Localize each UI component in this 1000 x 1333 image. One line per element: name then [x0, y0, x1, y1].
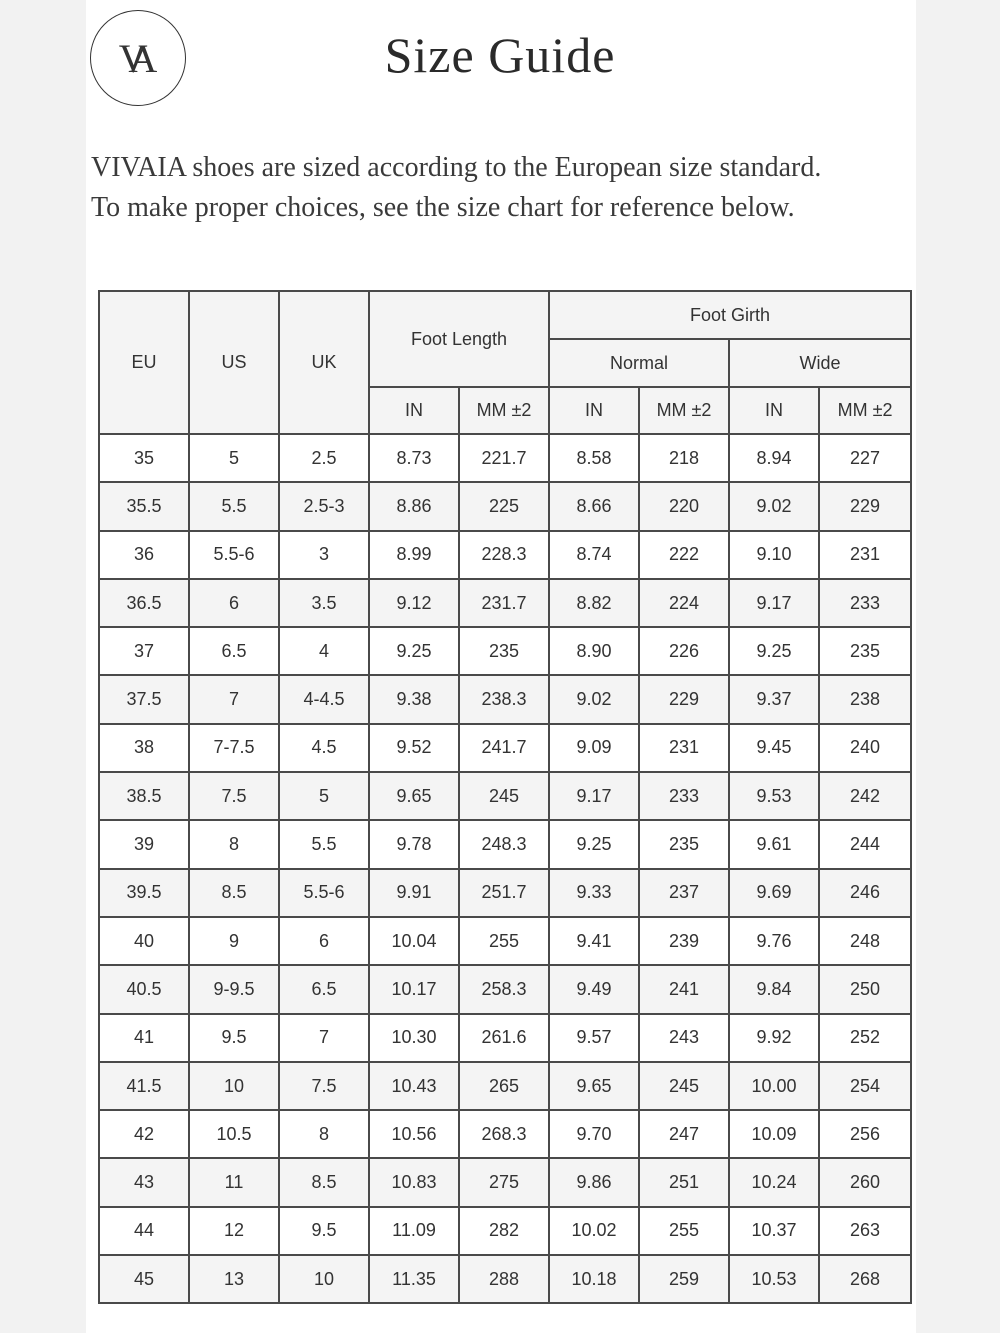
cell-wide-in: 9.61 — [729, 820, 819, 868]
cell-length-mm: 261.6 — [459, 1014, 549, 1062]
cell-normal-mm: 241 — [639, 965, 729, 1013]
cell-uk: 6 — [279, 917, 369, 965]
table-row — [99, 1255, 911, 1303]
cell-length-in: 11.35 — [369, 1255, 459, 1303]
table-row — [99, 869, 911, 917]
cell-eu: 43 — [99, 1158, 189, 1206]
cell-length-mm: 235 — [459, 627, 549, 675]
cell-wide-mm: 235 — [819, 627, 911, 675]
cell-length-in: 9.91 — [369, 869, 459, 917]
header-wide-mm: MM ±2 — [819, 387, 911, 434]
cell-normal-in: 8.90 — [549, 627, 639, 675]
cell-eu: 36.5 — [99, 579, 189, 627]
cell-wide-mm: 254 — [819, 1062, 911, 1110]
cell-eu: 40.5 — [99, 965, 189, 1013]
cell-normal-mm: 231 — [639, 724, 729, 772]
cell-eu: 35 — [99, 434, 189, 482]
cell-eu: 38 — [99, 724, 189, 772]
cell-us: 5.5-6 — [189, 531, 279, 579]
table-row — [99, 1158, 911, 1206]
cell-normal-mm: 235 — [639, 820, 729, 868]
cell-wide-in: 10.37 — [729, 1207, 819, 1255]
cell-eu: 44 — [99, 1207, 189, 1255]
cell-normal-mm: 220 — [639, 482, 729, 530]
cell-wide-in: 9.17 — [729, 579, 819, 627]
cell-normal-in: 8.58 — [549, 434, 639, 482]
table-row — [99, 1014, 911, 1062]
cell-eu: 36 — [99, 531, 189, 579]
cell-normal-in: 9.41 — [549, 917, 639, 965]
cell-normal-in: 9.33 — [549, 869, 639, 917]
cell-length-mm: 225 — [459, 482, 549, 530]
cell-normal-mm: 229 — [639, 675, 729, 723]
cell-us: 7-7.5 — [189, 724, 279, 772]
cell-eu: 41.5 — [99, 1062, 189, 1110]
cell-normal-mm: 247 — [639, 1110, 729, 1158]
cell-length-mm: 275 — [459, 1158, 549, 1206]
table-row — [99, 1062, 911, 1110]
cell-length-mm: 282 — [459, 1207, 549, 1255]
cell-length-mm: 268.3 — [459, 1110, 549, 1158]
cell-uk: 4-4.5 — [279, 675, 369, 723]
header-wide: Wide — [729, 339, 911, 387]
cell-length-mm: 248.3 — [459, 820, 549, 868]
cell-normal-in: 9.17 — [549, 772, 639, 820]
cell-normal-mm: 243 — [639, 1014, 729, 1062]
cell-us: 8 — [189, 820, 279, 868]
cell-us: 6 — [189, 579, 279, 627]
header-eu: EU — [99, 291, 189, 434]
cell-wide-mm: 233 — [819, 579, 911, 627]
cell-length-in: 8.99 — [369, 531, 459, 579]
cell-length-in: 8.73 — [369, 434, 459, 482]
cell-uk: 3 — [279, 531, 369, 579]
cell-us: 10.5 — [189, 1110, 279, 1158]
cell-length-mm: 258.3 — [459, 965, 549, 1013]
cell-length-in: 8.86 — [369, 482, 459, 530]
cell-uk: 3.5 — [279, 579, 369, 627]
cell-eu: 39 — [99, 820, 189, 868]
cell-us: 9.5 — [189, 1014, 279, 1062]
cell-wide-mm: 231 — [819, 531, 911, 579]
cell-normal-in: 9.02 — [549, 675, 639, 723]
cell-normal-mm: 222 — [639, 531, 729, 579]
cell-wide-in: 8.94 — [729, 434, 819, 482]
cell-wide-mm: 242 — [819, 772, 911, 820]
cell-normal-in: 9.86 — [549, 1158, 639, 1206]
intro-line-1: VIVAIA shoes are sized according to the European size standard. — [91, 152, 822, 183]
page-title: Size Guide — [384, 27, 616, 83]
cell-normal-in: 9.70 — [549, 1110, 639, 1158]
cell-us: 8.5 — [189, 869, 279, 917]
cell-us: 5.5 — [189, 482, 279, 530]
header-uk: UK — [279, 291, 369, 434]
cell-length-in: 10.83 — [369, 1158, 459, 1206]
header-foot-length: Foot Length — [369, 291, 549, 387]
table-row — [99, 531, 911, 579]
cell-normal-in: 8.66 — [549, 482, 639, 530]
intro-line-2: To make proper choices, see the size chart for reference below. — [91, 192, 795, 223]
cell-length-in: 9.52 — [369, 724, 459, 772]
cell-normal-in: 9.49 — [549, 965, 639, 1013]
cell-normal-mm: 259 — [639, 1255, 729, 1303]
cell-uk: 10 — [279, 1255, 369, 1303]
cell-uk: 7.5 — [279, 1062, 369, 1110]
cell-eu: 40 — [99, 917, 189, 965]
cell-wide-mm: 238 — [819, 675, 911, 723]
cell-wide-mm: 229 — [819, 482, 911, 530]
cell-length-mm: 231.7 — [459, 579, 549, 627]
cell-wide-in: 9.02 — [729, 482, 819, 530]
header-foot-girth: Foot Girth — [549, 291, 911, 339]
cell-uk: 5.5-6 — [279, 869, 369, 917]
cell-eu: 42 — [99, 1110, 189, 1158]
cell-eu: 37 — [99, 627, 189, 675]
table-row — [99, 820, 911, 868]
cell-wide-mm: 240 — [819, 724, 911, 772]
cell-eu: 38.5 — [99, 772, 189, 820]
cell-wide-in: 10.53 — [729, 1255, 819, 1303]
cell-length-mm: 255 — [459, 917, 549, 965]
cell-length-in: 9.25 — [369, 627, 459, 675]
cell-length-in: 9.78 — [369, 820, 459, 868]
cell-length-mm: 245 — [459, 772, 549, 820]
header-length-in: IN — [369, 387, 459, 434]
cell-wide-mm: 252 — [819, 1014, 911, 1062]
header-normal-in: IN — [549, 387, 639, 434]
header-us: US — [189, 291, 279, 434]
cell-length-in: 10.56 — [369, 1110, 459, 1158]
table-row — [99, 434, 911, 482]
table-row — [99, 965, 911, 1013]
cell-uk: 2.5 — [279, 434, 369, 482]
cell-wide-mm: 268 — [819, 1255, 911, 1303]
cell-normal-mm: 245 — [639, 1062, 729, 1110]
cell-wide-in: 9.92 — [729, 1014, 819, 1062]
cell-wide-in: 9.84 — [729, 965, 819, 1013]
cell-normal-mm: 237 — [639, 869, 729, 917]
cell-uk: 9.5 — [279, 1207, 369, 1255]
table-row — [99, 1110, 911, 1158]
cell-us: 7 — [189, 675, 279, 723]
cell-normal-in: 8.74 — [549, 531, 639, 579]
cell-us: 9-9.5 — [189, 965, 279, 1013]
header-normal-mm: MM ±2 — [639, 387, 729, 434]
cell-us: 11 — [189, 1158, 279, 1206]
cell-length-mm: 288 — [459, 1255, 549, 1303]
cell-eu: 37.5 — [99, 675, 189, 723]
cell-wide-mm: 250 — [819, 965, 911, 1013]
cell-us: 5 — [189, 434, 279, 482]
header-normal: Normal — [549, 339, 729, 387]
cell-length-in: 10.04 — [369, 917, 459, 965]
cell-wide-mm: 248 — [819, 917, 911, 965]
table-row — [99, 1207, 911, 1255]
cell-uk: 4.5 — [279, 724, 369, 772]
intro-text — [91, 148, 911, 228]
cell-wide-in: 10.24 — [729, 1158, 819, 1206]
cell-eu: 41 — [99, 1014, 189, 1062]
header-length-mm: MM ±2 — [459, 387, 549, 434]
logo-monogram: VA — [118, 35, 144, 81]
cell-normal-in: 9.57 — [549, 1014, 639, 1062]
cell-normal-in: 9.65 — [549, 1062, 639, 1110]
cell-length-in: 9.12 — [369, 579, 459, 627]
cell-wide-in: 9.25 — [729, 627, 819, 675]
cell-length-in: 10.17 — [369, 965, 459, 1013]
cell-normal-in: 9.25 — [549, 820, 639, 868]
cell-normal-mm: 226 — [639, 627, 729, 675]
table-row — [99, 772, 911, 820]
cell-length-mm: 238.3 — [459, 675, 549, 723]
cell-length-mm: 265 — [459, 1062, 549, 1110]
cell-normal-in: 9.09 — [549, 724, 639, 772]
table-row — [99, 917, 911, 965]
cell-wide-mm: 244 — [819, 820, 911, 868]
cell-length-in: 9.65 — [369, 772, 459, 820]
cell-wide-mm: 256 — [819, 1110, 911, 1158]
cell-normal-in: 8.82 — [549, 579, 639, 627]
cell-normal-mm: 224 — [639, 579, 729, 627]
header-wide-in: IN — [729, 387, 819, 434]
cell-us: 7.5 — [189, 772, 279, 820]
cell-wide-mm: 263 — [819, 1207, 911, 1255]
table-row — [99, 482, 911, 530]
cell-us: 10 — [189, 1062, 279, 1110]
cell-normal-in: 10.02 — [549, 1207, 639, 1255]
cell-eu: 35.5 — [99, 482, 189, 530]
cell-uk: 5 — [279, 772, 369, 820]
cell-uk: 8 — [279, 1110, 369, 1158]
table-row — [99, 675, 911, 723]
cell-normal-mm: 255 — [639, 1207, 729, 1255]
cell-length-mm: 251.7 — [459, 869, 549, 917]
cell-us: 6.5 — [189, 627, 279, 675]
cell-length-in: 9.38 — [369, 675, 459, 723]
cell-normal-in: 10.18 — [549, 1255, 639, 1303]
cell-length-mm: 228.3 — [459, 531, 549, 579]
table-row — [99, 579, 911, 627]
cell-uk: 6.5 — [279, 965, 369, 1013]
table-row — [99, 627, 911, 675]
cell-wide-in: 9.69 — [729, 869, 819, 917]
cell-normal-mm: 233 — [639, 772, 729, 820]
cell-uk: 4 — [279, 627, 369, 675]
cell-length-mm: 241.7 — [459, 724, 549, 772]
cell-wide-mm: 227 — [819, 434, 911, 482]
cell-uk: 7 — [279, 1014, 369, 1062]
cell-length-in: 11.09 — [369, 1207, 459, 1255]
cell-us: 9 — [189, 917, 279, 965]
cell-wide-in: 9.53 — [729, 772, 819, 820]
cell-normal-mm: 239 — [639, 917, 729, 965]
cell-eu: 45 — [99, 1255, 189, 1303]
cell-normal-mm: 218 — [639, 434, 729, 482]
cell-uk: 5.5 — [279, 820, 369, 868]
cell-wide-in: 9.10 — [729, 531, 819, 579]
cell-length-in: 10.43 — [369, 1062, 459, 1110]
cell-eu: 39.5 — [99, 869, 189, 917]
cell-length-mm: 221.7 — [459, 434, 549, 482]
cell-wide-mm: 246 — [819, 869, 911, 917]
cell-wide-in: 10.00 — [729, 1062, 819, 1110]
cell-uk: 8.5 — [279, 1158, 369, 1206]
cell-us: 12 — [189, 1207, 279, 1255]
size-table-body — [99, 434, 911, 1303]
cell-wide-in: 9.76 — [729, 917, 819, 965]
cell-wide-in: 10.09 — [729, 1110, 819, 1158]
cell-length-in: 10.30 — [369, 1014, 459, 1062]
cell-wide-mm: 260 — [819, 1158, 911, 1206]
size-chart-table — [98, 290, 912, 1304]
cell-wide-in: 9.37 — [729, 675, 819, 723]
cell-uk: 2.5-3 — [279, 482, 369, 530]
cell-us: 13 — [189, 1255, 279, 1303]
cell-wide-in: 9.45 — [729, 724, 819, 772]
table-row — [99, 724, 911, 772]
cell-normal-mm: 251 — [639, 1158, 729, 1206]
vivaia-logo-icon — [90, 10, 186, 106]
